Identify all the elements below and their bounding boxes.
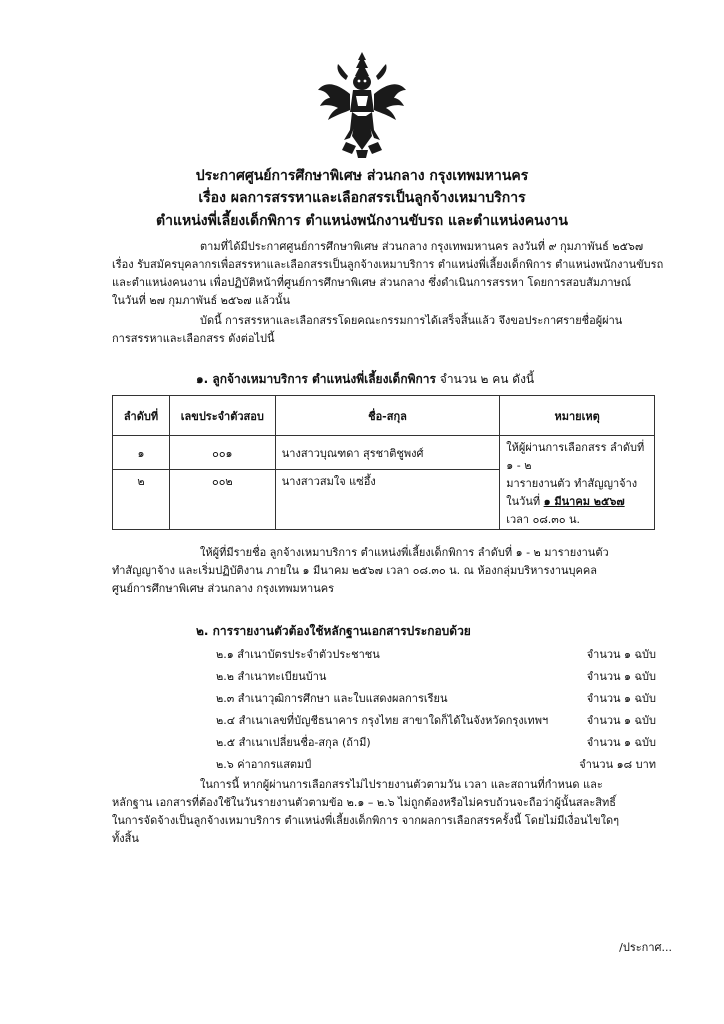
document-quantity: จำนวน ๑ ฉบับ bbox=[586, 714, 656, 727]
candidates-table bbox=[112, 395, 655, 530]
table-header-row bbox=[113, 396, 655, 436]
garuda-emblem bbox=[316, 50, 408, 158]
section-1-title bbox=[196, 370, 534, 389]
table-row bbox=[113, 436, 655, 470]
document-name: ๒.๔ สำเนาเลขที่บัญชีธนาคาร กรุงไทย สาขาใดก็ได้ในจังหวัดกรุงเทพฯ bbox=[216, 714, 549, 727]
remark-cell bbox=[500, 436, 655, 530]
notice-line: ศูนย์การศึกษาพิเศษ ส่วนกลาง กรุงเทพมหานคร bbox=[112, 582, 335, 595]
intro-line: ตามที่ได้มีประกาศศูนย์การศึกษาพิเศษ ส่วนกลาง กรุงเทพมหานคร ลงวันที่ ๙ กุมภาพันธ์ ๒๕๖๗ bbox=[200, 240, 644, 253]
remark-date-prefix: ในวันที่ bbox=[506, 495, 544, 508]
column-header-order: ลำดับที่ bbox=[113, 396, 170, 436]
announcement-title: ประกาศศูนย์การศึกษาพิเศษ ส่วนกลาง กรุงเทพมหานคร bbox=[195, 168, 529, 184]
document-name: ๒.๑ สำเนาบัตรประจำตัวประชาชน bbox=[216, 648, 380, 661]
remark-date: ๑ มีนาคม ๒๕๖๗ bbox=[543, 495, 625, 508]
result-line: บัดนี้ การสรรหาและเลือกสรรโดยคณะกรรมการได้เสร็จสิ้นแล้ว จึงขอประกาศรายชื่อผู้ผ่าน bbox=[200, 314, 623, 327]
closing-line: หลักฐาน เอกสารที่ต้องใช้ในวันรายงานตัวตามข้อ ๒.๑ – ๒.๖ ไม่ถูกต้องหรือไม่ครบถ้วนจะถือว่าผู้นั้นสละสิทธิ์ bbox=[112, 796, 616, 809]
list-item bbox=[216, 732, 656, 754]
notice-line: ทำสัญญาจ้าง และเริ่มปฏิบัติงาน ภายใน ๑ มีนาคม ๒๕๖๗ เวลา ๐๘.๓๐ น. ณ ห้องกลุ่มบริหารงานบุคคล bbox=[112, 564, 597, 577]
section-2-title: ๒. การรายงานตัวต้องใช้หลักฐานเอกสารประกอบด้วย bbox=[196, 624, 471, 638]
closing-line: ในการจัดจ้างเป็นลูกจ้างเหมาบริการ ตำแหน่งพี่เลี้ยงเด็กพิการ จากผลการเลือกสรรครั้งนี้ โดยไม่มีเงื่อนไขใดๆ bbox=[112, 814, 620, 827]
row-name: นางสาวบุณฑดา สุรชาติชูพงศ์ bbox=[275, 436, 500, 470]
section-1-title-count: จำนวน ๒ คน ดังนี้ bbox=[435, 372, 535, 386]
document-name: ๒.๕ สำเนาเปลี่ยนชื่อ-สกุล (ถ้ามี) bbox=[216, 736, 371, 749]
intro-line: ในวันที่ ๒๗ กุมภาพันธ์ ๒๕๖๗ แล้วนั้น bbox=[112, 294, 291, 307]
list-item bbox=[216, 710, 656, 732]
document-quantity: จำนวน ๑ ฉบับ bbox=[586, 648, 656, 661]
column-header-name: ชื่อ-สกุล bbox=[275, 396, 500, 436]
list-item bbox=[216, 754, 656, 776]
document-quantity: จำนวน ๑ ฉบับ bbox=[586, 692, 656, 705]
list-item bbox=[216, 688, 656, 710]
result-paragraph bbox=[112, 312, 652, 348]
remark-line: ให้ผู้ผ่านการเลือกสรร ลำดับที่ ๑ - ๒ bbox=[506, 441, 645, 472]
document-name: ๒.๓ สำเนาวุฒิการศึกษา และใบแสดงผลการเรียน bbox=[216, 692, 448, 705]
document-quantity: จำนวน ๑ ฉบับ bbox=[586, 670, 656, 683]
documents-list bbox=[216, 644, 656, 776]
document-quantity: จำนวน ๑๘ บาท bbox=[579, 758, 656, 771]
row-order: ๒ bbox=[113, 470, 170, 530]
list-item bbox=[216, 666, 656, 688]
row-order: ๑ bbox=[113, 436, 170, 470]
section-1-title-bold: ๑. ลูกจ้างเหมาบริการ ตำแหน่งพี่เลี้ยงเด็กพิการ bbox=[196, 372, 436, 386]
subject-line: เรื่อง ผลการสรรหาและเลือกสรรเป็นลูกจ้างเหมาบริการ bbox=[198, 190, 526, 206]
intro-line: เรื่อง รับสมัครบุคลากรเพื่อสรรหาและเลือกสรรเป็นลูกจ้างเหมาบริการ ตำแหน่งพี่เลี้ยงเด็กพิการ ตำแหน่งพนักงานขับรถ bbox=[112, 258, 664, 271]
row-name: นางสาวสมใจ แซ่อึ้ง bbox=[275, 470, 500, 530]
closing-line: ในการนี้ หากผู้ผ่านการเลือกสรรไม่ไปรายงานตัวตามวัน เวลา และสถานที่กำหนด และ bbox=[200, 778, 603, 791]
column-header-remark: หมายเหตุ bbox=[500, 396, 655, 436]
document-name: ๒.๒ สำเนาทะเบียนบ้าน bbox=[216, 670, 327, 683]
row-exam-id: ๐๐๑ bbox=[169, 436, 275, 470]
intro-paragraph bbox=[112, 238, 664, 310]
row-exam-id: ๐๐๒ bbox=[169, 470, 275, 530]
remark-line: เวลา ๐๘.๓๐ น. bbox=[506, 513, 581, 526]
document-name: ๒.๖ ค่าอากรแสตมป์ bbox=[216, 758, 312, 771]
column-header-exam-id: เลขประจำตัวสอบ bbox=[169, 396, 275, 436]
positions-line: ตำแหน่งพี่เลี้ยงเด็กพิการ ตำแหน่งพนักงานขับรถ และตำแหน่งคนงาน bbox=[156, 213, 568, 229]
continuation-marker: /ประกาศ... bbox=[619, 941, 672, 954]
list-item bbox=[216, 644, 656, 666]
closing-paragraph bbox=[112, 776, 652, 848]
result-line: การสรรหาและเลือกสรร ดังต่อไปนี้ bbox=[112, 332, 275, 345]
notice-paragraph bbox=[112, 544, 652, 598]
remark-line: มารายงานตัว ทำสัญญาจ้าง bbox=[506, 477, 638, 490]
document-quantity: จำนวน ๑ ฉบับ bbox=[586, 736, 656, 749]
remark-date-line bbox=[506, 493, 648, 511]
intro-line: และตำแหน่งคนงาน เพื่อปฏิบัติหน้าที่ศูนย์การศึกษาพิเศษ ส่วนกลาง ซึ่งดำเนินการสรรหา โดยการสอบสัมภาษณ์ bbox=[112, 276, 631, 289]
notice-line: ให้ผู้ที่มีรายชื่อ ลูกจ้างเหมาบริการ ตำแหน่งพี่เลี้ยงเด็กพิการ ลำดับที่ ๑ - ๒ มารายงานตัว bbox=[200, 546, 609, 559]
closing-line: ทั้งสิ้น bbox=[112, 832, 139, 845]
